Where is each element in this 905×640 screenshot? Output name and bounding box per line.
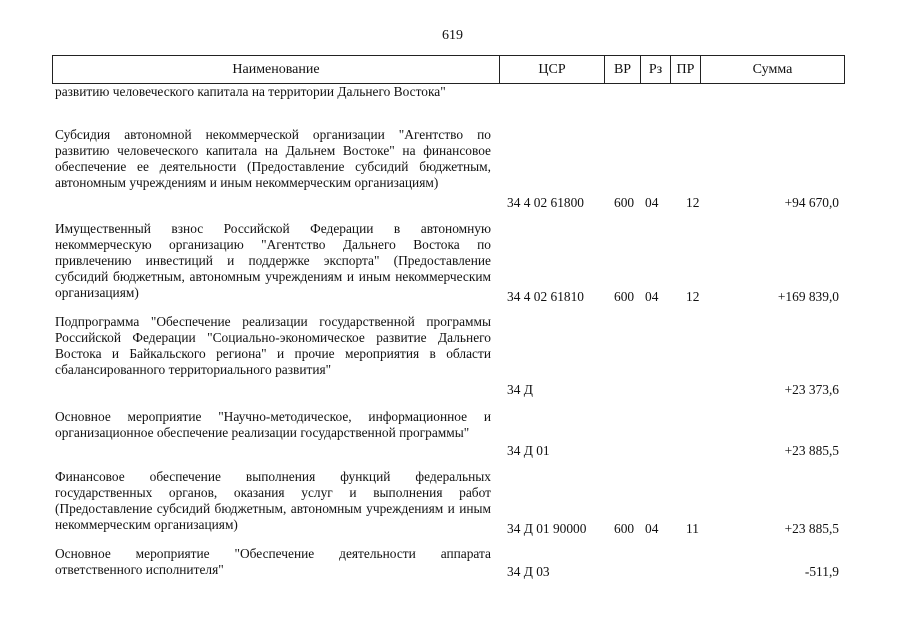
row-vr: 600	[614, 195, 635, 210]
row-vr: 600	[614, 521, 635, 536]
row-csr: 34 Д 01	[507, 443, 550, 458]
column-header-csr: ЦСР	[500, 56, 605, 83]
row-name: Основное мероприятие "Научно-методическое, информационное и организационное обеспечение реализации государственной программы"	[55, 409, 491, 440]
row-rz: 04	[645, 521, 659, 536]
row-name: Основное мероприятие "Обеспечение деятельности аппарата ответственного исполнителя"	[55, 546, 491, 577]
row-rz: 04	[645, 289, 659, 304]
column-header-name: Наименование	[53, 56, 500, 83]
row-pr: 12	[686, 195, 700, 210]
column-header-pr: ПР	[671, 56, 701, 83]
row-sum: +23 885,5	[784, 443, 839, 458]
row-name: Финансовое обеспечение выполнения функций федеральных государственных органов, оказания услуг и выполнения работ (Предоставление субсидий бюджетным, автономным учреждениям и иным некоммерческим организациям)	[55, 469, 491, 532]
row-name: Субсидия автономной некоммерческой организации "Агентство по развитию человеческого капитала на Дальнем Востоке" на финансовое обеспечение ее деятельности (Предоставление субсидий бюджетным, автономным учреждениям и иным некоммерческим организациям)	[55, 127, 491, 190]
table-row	[0, 221, 905, 305]
table-header	[52, 55, 845, 84]
table-row	[0, 84, 905, 118]
row-pr: 11	[686, 521, 699, 536]
column-header-sum: Сумма	[752, 62, 793, 77]
row-sum: +23 885,5	[784, 521, 839, 536]
row-sum: +94 670,0	[784, 195, 839, 210]
row-sum: +169 839,0	[777, 289, 839, 304]
column-header-vr: ВР	[605, 56, 641, 83]
row-csr: 34 Д 03	[507, 564, 550, 579]
table-row	[0, 314, 905, 398]
row-vr: 600	[614, 289, 635, 304]
table-row	[0, 409, 905, 459]
row-sum: -511,9	[804, 564, 839, 579]
row-csr: 34 4 02 61800	[507, 195, 584, 210]
table-row	[0, 127, 905, 211]
row-sum: +23 373,6	[784, 382, 839, 397]
row-rz: 04	[645, 195, 659, 210]
row-name: развитию человеческого капитала на территории Дальнего Востока"	[55, 84, 446, 99]
row-name: Подпрограмма "Обеспечение реализации государственной программы Российской Федерации "Социально-экономическое развитие Дальнего Востока и Байкальского региона" и прочие мероприятия в области сбалансированного территориального развития"	[55, 314, 491, 377]
page-number: 619	[442, 28, 463, 43]
table-row	[0, 469, 905, 537]
row-csr: 34 4 02 61810	[507, 289, 584, 304]
column-header-rz: Рз	[641, 56, 671, 83]
table-row	[0, 546, 905, 580]
row-csr: 34 Д 01 90000	[507, 521, 587, 536]
row-name: Имущественный взнос Российской Федерации в автономную некоммерческую организацию "Агентство Дальнего Востока по привлечению инвестиций и поддержке экспорта" (Предоставление субсидий бюджетным, автономным учреждениям и иным некоммерческим организациям)	[55, 221, 491, 300]
row-csr: 34 Д	[507, 382, 533, 397]
row-pr: 12	[686, 289, 700, 304]
